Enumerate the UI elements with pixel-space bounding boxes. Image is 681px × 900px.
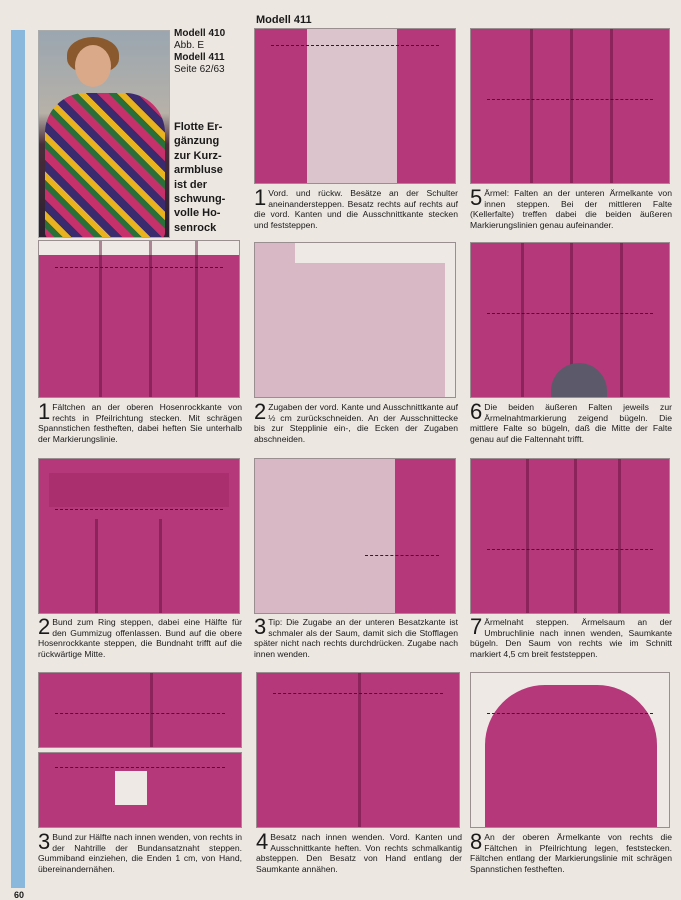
model-410-label: Modell 410 bbox=[174, 28, 226, 39]
model-411-label: Modell 411 bbox=[174, 52, 225, 63]
step-caption-right-7: 7 Ärmelnaht steppen. Ärmelsaum an der Umbruchlinie nach innen wenden, Saumkante bügeln. Den Saum von rechts wie im Schnitt markiert 4,5 cm breit feststeppen. bbox=[470, 614, 672, 659]
page-number: 60 bbox=[14, 890, 25, 900]
step-caption-mid-1: 1 Vord. und rückw. Besätze an der Schulter aneinandersteppen. Besatz rechts auf rechts auf die vord. Kanten und die Ausschnittkante stecken und feststeppen. bbox=[254, 185, 458, 230]
page-reference: Seite 62/63 bbox=[174, 64, 225, 75]
figure-label: Abb. E bbox=[174, 40, 205, 51]
step-caption-mid-2: 2 Zugaben der vord. Kante und Ausschnittkante auf ½ cm zurückschneiden. An der Ausschnittecke bis zur Stepplinie ein-, die Ecken der Zugaben abschneiden. bbox=[254, 399, 458, 444]
teaser-text: Flotte Er- gänzung zur Kurz- armbluse ist der schwung- volle Ho- senrock bbox=[174, 121, 226, 234]
model-heading: Modell 411 bbox=[256, 14, 312, 26]
step-photo-mid-4 bbox=[256, 672, 460, 828]
step-photo-mid-3 bbox=[254, 458, 456, 614]
model-reference bbox=[174, 28, 246, 76]
step-caption-right-5: 5 Ärmel: Falten an der unteren Ärmelkante von innen steppen. Bei der mittleren Falte (Kellerfalte) treffen dabei die beiden äußeren Markierungslinien genau aufeinander. bbox=[470, 185, 672, 230]
model-photo bbox=[38, 30, 170, 238]
step-photo-mid-1 bbox=[254, 28, 456, 184]
step-photo-right-7 bbox=[470, 458, 670, 614]
step-caption-right-6: 6 Die beiden äußeren Falten jeweils zur Ärmelnahtmarkierung zeigend bügeln. Die mittlere Falte so bügeln, daß die Mitte der Falte genau auf die Faltennaht trifft. bbox=[470, 399, 672, 444]
step-photo-left-3b bbox=[38, 752, 242, 828]
step-photo-right-6 bbox=[470, 242, 670, 398]
blue-margin-bar bbox=[11, 30, 25, 888]
step-photo-right-8 bbox=[470, 672, 670, 828]
step-caption-left-2: 2 Bund zum Ring steppen, dabei eine Hälfte für den Gummizug offenlassen. Bund auf die obere Hosenrockkante steppen, die Bundnaht trifft auf die rückwärtige Mitte. bbox=[38, 614, 242, 659]
step-photo-left-1 bbox=[38, 240, 240, 398]
step-caption-right-8: 8 An der oberen Ärmelkante von rechts die Fältchen in Pfeilrichtung legen, feststecken. Fältchen entlang der Markierungslinie mit schrägen Spannstichen festheften. bbox=[470, 829, 672, 874]
step-caption-left-3: 3 Bund zur Hälfte nach innen wenden, von rechts in der Nahtrille der Bundansatznaht steppen. Gummiband einziehen, die Enden 1 cm, von Hand, übereinandernähen. bbox=[38, 829, 242, 874]
step-photo-left-3a bbox=[38, 672, 242, 748]
step-caption-mid-3: 3 Tip: Die Zugabe an der unteren Besatzkante ist schmaler als der Saum, damit sich die Stofflagen später nicht nach rechts durchdrücken. Zugabe nach innen wenden. bbox=[254, 614, 458, 659]
step-caption-mid-4: 4 Besatz nach innen wenden. Vord. Kanten und Ausschnittkante heften. Von rechts schmalkantig absteppen. Den Besatz von Hand entlang der Saumkante annähen. bbox=[256, 829, 462, 874]
step-photo-left-2 bbox=[38, 458, 240, 614]
step-photo-right-5 bbox=[470, 28, 670, 184]
step-caption-left-1: 1 Fältchen an der oberen Hosenrockkante von rechts in Pfeilrichtung stecken. Mit schrägen Spannstichen festheften, dabei heften Sie unterhalb der Markierungslinie. bbox=[38, 399, 242, 444]
step-photo-mid-2 bbox=[254, 242, 456, 398]
